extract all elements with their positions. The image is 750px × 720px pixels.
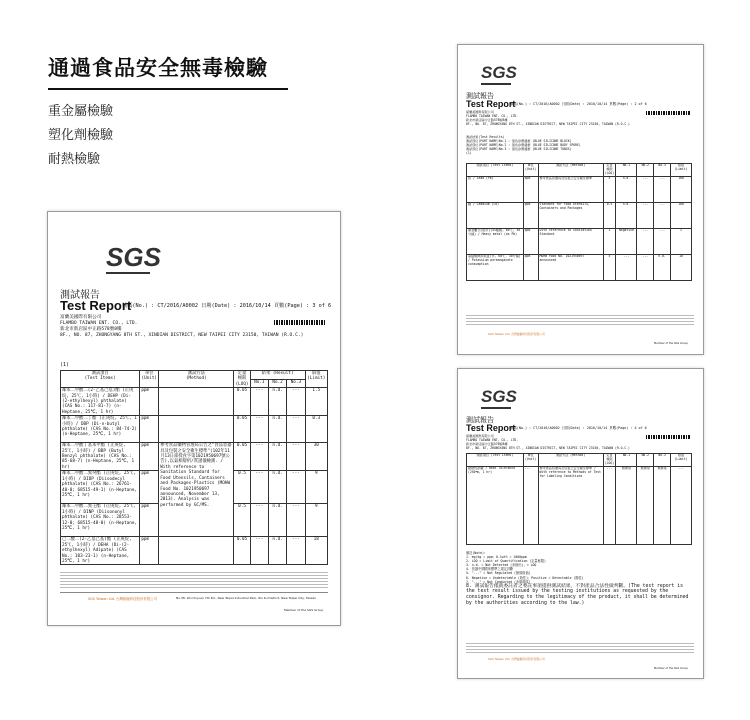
- row-item: 耐熱性試驗 / Heat Tolerance (250℃, 1 hr): [467, 466, 524, 544]
- footer-divider: [60, 592, 328, 593]
- row-result-1: ---: [250, 416, 268, 443]
- client-address-en: 8F., NO. 87, ZHONGYANG 8TH ST., XINDIAN DISTRICT, NEW TAIPEI CITY 23150, TAIWAN (R.O.C.): [466, 122, 630, 126]
- row-result-2: n.d.: [268, 504, 286, 537]
- row-result-1: n.d.: [616, 202, 637, 228]
- note-line: 6. Negative = Undetectable (陰性)；Positive = Detectable (陽性): [466, 575, 584, 580]
- row-limit: 18: [305, 537, 327, 565]
- footer-address: No.38, Wu Chyuan 7th Rd., New Taipei Industrial Park, Wu Ku District, New Taipei City, Taiwan: [176, 596, 317, 600]
- results-table: [60, 370, 328, 565]
- sgs-logo: SGS: [481, 63, 517, 82]
- note-line: 4. 依據中國國家標準之規定評斷: [466, 567, 514, 572]
- row-loq: 0.5: [234, 504, 250, 537]
- col-header-unit: 單位 (Unit): [523, 454, 538, 467]
- client-name-zh: 富蘭美國際有限公司: [60, 315, 102, 320]
- col-header-no1: No.1: [616, 164, 637, 177]
- col-header-no1: No.1: [250, 379, 268, 388]
- row-method: Standard for Food Utensils, Containers and Packages: [538, 202, 603, 228]
- row-result-3: ---: [287, 537, 305, 565]
- col-header-no3: No.3: [654, 454, 671, 467]
- row-item: 鄰苯二甲酸二異壬酯 (正庚烷, 25℃, 1小時) / DINP (Diisononyl phthalate) (CAS No.: 28553-12-0; 68515-48-0) (n-Heptane, 25℃, 1 hr): [61, 504, 140, 537]
- row-unit: ppm: [140, 443, 159, 471]
- row-loq: 0.05: [234, 443, 250, 471]
- footer-member: Member of the SGS Group: [654, 667, 688, 670]
- row-result-1: ---: [250, 537, 268, 565]
- row-result-2: n.d.: [268, 416, 286, 443]
- row-method: 參考食品容器具及包裝之安全衛生標準: [538, 176, 603, 202]
- table-row: [467, 228, 692, 254]
- test-item-heavy-metal: 重金屬檢驗: [48, 104, 114, 119]
- client-name-en: FLAMBO TAIWAN ENT. CO., LTD.: [60, 321, 138, 326]
- row-unit: ppm: [523, 254, 538, 280]
- footer-company: SGS Taiwan Ltd. 台灣檢驗科技股份有限公司: [488, 332, 545, 336]
- client-block: [466, 434, 630, 450]
- client-address-en: 8F., NO. 87, ZHONGYANG 8TH ST., XINDIAN DISTRICT, NEW TAIPEI CITY 23150, TAIWAN (R.O.C.): [60, 333, 304, 338]
- row-item: 鄰苯二甲酸二丁酯 (正庚烷, 25℃, 1小時) / DBP (Di-n-butyl phthalate) (CAS No.: 84-74-2) (n-Heptane, 25℃, 1 hr): [61, 416, 140, 443]
- fine-print: [60, 572, 328, 588]
- row-loq: 0.5: [603, 202, 616, 228]
- table-row: [467, 466, 692, 544]
- row-result-3: ---: [287, 504, 305, 537]
- col-header-limit: 限值 (Limit): [670, 454, 691, 467]
- row-result-3: n.d.: [654, 254, 671, 280]
- row-item: 高錳酸鉀消耗量(水, 60℃, 30分鐘) / Potassium permanganate consumption: [467, 254, 524, 280]
- row-unit: ppm: [523, 202, 538, 228]
- fine-print: [466, 315, 694, 327]
- row-method: [159, 416, 234, 443]
- barcode: [646, 111, 690, 115]
- row-item: 重金屬(以鉛計)(4%醋酸, 60℃, 30分鐘) / Heavy metal (as Pb): [467, 228, 524, 254]
- col-header-no2: No.2: [637, 454, 654, 467]
- barcode: [646, 435, 690, 439]
- note-line: 2. LOQ = Limit of Quantification (定量極限): [466, 559, 546, 564]
- row-unit: ppm: [140, 537, 159, 565]
- row-result-1: ---: [250, 388, 268, 416]
- note-line: 5. "---" = Not Regulated (無規格值): [466, 571, 531, 576]
- row-item: 鄰苯二甲酸丁基苯甲酯 (正庚烷, 25℃, 1小時) / BBP (Butyl Benzyl phthalate) (CAS No.: 85-68-7) (n-Heptane, 25℃, 1 hr): [61, 443, 140, 471]
- row-result-2: 無異常: [637, 466, 654, 544]
- row-limit: 9: [305, 471, 327, 504]
- row-result-1: Negative: [616, 228, 637, 254]
- table-row: [61, 443, 328, 471]
- notes-block: [466, 551, 694, 606]
- row-unit: ---: [523, 466, 538, 544]
- report-title-en: Test Report: [466, 99, 516, 109]
- heading-divider: [48, 88, 288, 90]
- col-header-method: 測試方法 (Method): [159, 371, 234, 388]
- client-block: [466, 110, 630, 126]
- row-unit: ppm: [140, 471, 159, 504]
- row-result-2: n.d.: [268, 537, 286, 565]
- row-method: 參考食品容器具及包裝之安全衛生標準 / With reference to Methods of Test for Labeling Conditions: [538, 466, 603, 544]
- note-line: 備註(Note):: [466, 551, 486, 555]
- row-item: 鄰苯二甲酸二(2-乙基己基)酯 (正庚烷, 25℃, 1小時) / DEHP (Di-(2-ethylhexyl) phthalate) (CAS No.: 117-81-7) (n-Heptane, 25℃, 1 hr): [61, 388, 140, 416]
- note-line: 3. n.d. = Not Detected (未檢出)；< LOQ: [466, 563, 537, 568]
- row-loq: 5: [603, 176, 616, 202]
- report-meta: 號碼(No.) : CT/2016/A0002 日期(Date) : 2016/10/14 頁數(Page) : 2 of 6: [510, 102, 647, 106]
- part-names: [466, 135, 581, 155]
- row-item: 鎘 / Cadmium (Cd): [467, 202, 524, 228]
- logo-underline: [106, 272, 150, 274]
- table-row: [61, 388, 328, 416]
- row-result-3: ---: [654, 176, 671, 202]
- part-name-1: 測試部位(PART NAME)No.1 : 黑色矽膠邊框 (BLUE SILICONE BLOCK): [466, 139, 572, 143]
- report-title-zh: 測試報告: [466, 92, 494, 100]
- row-item: 鉛 / Lead (Pb): [467, 176, 524, 202]
- row-result-1: ---: [250, 504, 268, 537]
- row-method: with reference to Sanitation Standard: [538, 228, 603, 254]
- report-title-zh: 測試報告: [60, 290, 100, 301]
- part-name-3: 測試部位(PART NAME)No.3 : 黑色矽膠邊框 (BLUE SILICONE TONGS): [466, 147, 572, 151]
- row-unit: ppm: [140, 388, 159, 416]
- row-result-2: n.d.: [268, 388, 286, 416]
- col-header-no3: No.3: [654, 164, 671, 177]
- client-block: [60, 315, 303, 339]
- row-item: 鄰苯二甲酸二異癸酯 (正庚烷, 25℃, 1小時) / DIDP (Diisodecyl phthalate) (CAS No.: 26761-40-0; 68515-49-1) (n-Heptane, 25℃, 1 hr): [61, 471, 140, 504]
- table-row: [467, 202, 692, 228]
- col-header-no2: No.2: [268, 379, 286, 388]
- row-unit: ppm: [140, 504, 159, 537]
- table-row: [61, 416, 328, 443]
- row-loq: ---: [603, 466, 616, 544]
- row-result-3: ---: [287, 471, 305, 504]
- col-header-method: 測試方法 (Method): [538, 454, 603, 467]
- col-header-method: 測試方法 (Method): [538, 164, 603, 177]
- client-address-zh: 新北市新店區中正路578號8樓: [60, 327, 122, 332]
- row-limit: 30: [305, 443, 327, 471]
- row-result-2: n.d.: [268, 443, 286, 471]
- results-table: [466, 453, 692, 545]
- col-header-limit: 限值 (Limit): [670, 164, 691, 177]
- client-name-en: FLAMBO TAIWAN ENT. CO., LTD.: [466, 438, 519, 442]
- row-result-3: ---: [287, 443, 305, 471]
- sgs-logo: SGS: [481, 387, 517, 406]
- report-meta: 號碼(No.) : CT/2016/A0002 日期(Date) : 2016/10/14 頁數(Page) : 3 of 6: [122, 303, 332, 309]
- col-header-result: 結果 (Result): [250, 371, 305, 380]
- page-heading: 通過食品安全無毒檢驗: [48, 56, 268, 80]
- table-row: [467, 176, 692, 202]
- footer-company: SGS Taiwan Ltd. 台灣檢驗科技股份有限公司: [88, 597, 157, 601]
- client-address-zh: 新北市新店區中正路578號8樓: [466, 118, 508, 122]
- row-limit: 10: [670, 254, 691, 280]
- section-label: (1): [60, 362, 70, 368]
- client-name-zh: 富蘭美國際有限公司: [466, 110, 494, 114]
- col-header-item: 測試項目 (Test Items): [61, 371, 140, 388]
- col-header-loq: 定量 極限 (LOQ): [235, 371, 249, 387]
- client-name-en: FLAMBO TAIWAN ENT. CO., LTD.: [466, 114, 519, 118]
- part-name-2: 測試部位(PART NAME)No.2 : 黑色矽膠邊框 (BLUE SILICONE BODY SPORE): [466, 143, 581, 147]
- col-header-item: 測試項目 (Test Items): [467, 164, 524, 177]
- row-limit: 100: [670, 202, 691, 228]
- test-item-plasticizer: 塑化劑檢驗: [48, 128, 114, 143]
- row-result-2: ---: [637, 228, 654, 254]
- col-header-no2: No.2: [637, 164, 654, 177]
- col-header-unit: 單位 (Unit): [140, 371, 159, 388]
- row-method: [159, 388, 234, 416]
- row-result-1: 無異常: [616, 466, 637, 544]
- row-loq: 0.05: [234, 537, 250, 565]
- row-loq: 5: [603, 254, 616, 280]
- report-page-bottom-right: [457, 368, 704, 679]
- row-result-3: ---: [287, 416, 305, 443]
- row-result-1: ---: [250, 471, 268, 504]
- test-list: [48, 100, 113, 172]
- footer-member: Member of the SGS Group: [284, 608, 324, 612]
- col-header-unit: 單位 (Unit): [523, 164, 538, 177]
- row-method: [159, 537, 234, 565]
- col-header-no1: No.1: [616, 454, 637, 467]
- col-header-item: 測試項目 (Test Items): [467, 454, 524, 467]
- row-limit: 0.3: [305, 416, 327, 443]
- results-table: [466, 163, 692, 281]
- row-result-2: ---: [637, 202, 654, 228]
- row-result-1: ---: [616, 254, 637, 280]
- logo-underline: [481, 407, 511, 409]
- row-method: MOHW Food No. 1021950697 announced: [538, 254, 603, 280]
- row-loq: 0.05: [234, 388, 250, 416]
- row-result-2: ---: [637, 254, 654, 280]
- row-result-3: ---: [287, 388, 305, 416]
- report-page-top-right: [457, 44, 704, 355]
- col-header-no3: No.3: [287, 379, 305, 388]
- note-line: 1. mg/kg = ppm；0.1wt% = 1000ppm: [466, 555, 527, 560]
- row-result-1: n.d.: [616, 176, 637, 202]
- logo-underline: [481, 83, 511, 85]
- footer-company: SGS Taiwan Ltd. 台灣檢驗科技股份有限公司: [488, 657, 545, 661]
- report-title-en: Test Report: [60, 298, 132, 313]
- row-unit: ppm: [523, 228, 538, 254]
- table-row: [467, 254, 692, 280]
- row-loq: 0.05: [234, 416, 250, 443]
- test-results-label: 測試結果(Test Results): [466, 135, 505, 139]
- sgs-logo: SGS: [106, 242, 161, 272]
- row-result-2: ---: [637, 176, 654, 202]
- section-label: (1): [466, 151, 472, 155]
- row-loq: 1: [603, 228, 616, 254]
- row-limit: 1.5: [305, 388, 327, 416]
- client-name-zh: 富蘭美國際有限公司: [466, 434, 494, 438]
- col-header-limit: 限值 (Limit): [305, 371, 327, 388]
- table-row: [61, 537, 328, 565]
- row-result-2: n.d.: [268, 471, 286, 504]
- report-title-zh: 測試報告: [466, 416, 494, 424]
- footer-member: Member of the SGS Group: [654, 342, 688, 345]
- client-address-zh: 新北市新店區中正路578號8樓: [466, 442, 508, 446]
- row-result-3: 無異常: [654, 466, 671, 544]
- row-unit: ppm: [140, 416, 159, 443]
- client-address-en: 8F., NO. 87, ZHONGYANG 8TH ST., XINDIAN DISTRICT, NEW TAIPEI CITY 23150, TAIWAN (R.O.C.): [466, 446, 630, 450]
- report-meta: 號碼(No.) : CT/2016/A0002 日期(Date) : 2016/10/14 頁數(Page) : 4 of 6: [510, 426, 647, 430]
- row-item: 己二酸二(2-乙基己基)酯 (正庚烷, 25℃, 1小時) / DEHA (Di-(2-ethylhexyl) Adipate) (CAS No.: 103-23-1) (n-Heptane, 25℃, 1 hr): [61, 537, 140, 565]
- col-header-loq: 定量 極限 (LOQ): [604, 453, 615, 465]
- row-limit: 9: [305, 504, 327, 537]
- row-loq: 0.5: [234, 471, 250, 504]
- row-result-3: ---: [654, 228, 671, 254]
- row-limit: 1: [670, 228, 691, 254]
- report-page-large: [47, 211, 341, 626]
- row-unit: ppm: [523, 176, 538, 202]
- fine-print: [466, 643, 694, 653]
- row-result-3: ---: [654, 202, 671, 228]
- note-line: 7. "---" = Not Conducted (未做測試): [466, 579, 531, 584]
- col-header-loq: 定量 極限 (LOQ): [604, 163, 615, 175]
- barcode: [274, 320, 326, 325]
- row-method-shared: 參考食品藥物管理局公告之"食品容器具及包裝之安全衛生標準"(102年11月13日部授食字第1021950697號公告),以氣相層析/質譜儀檢測. / With reference to Sanitation Standard for Food Utensils, Containers and Packages-Plastics (MOHW Food No. 1021950697 announced, November 13, 2013). Analysis was performed by GC/MS.: [159, 443, 234, 537]
- row-limit: ---: [670, 466, 691, 544]
- test-item-heat: 耐熱檢驗: [48, 152, 101, 167]
- note-legitimacy: 8. 測試報告僅就委託者之委託事項提供測試結果，不對產品合法性做判斷。(The test report is the test result issued by the testing institutions as requested by the consignor. Regarding to the legitimacy of the product, it shall be determined by the authorities according to the law.): [466, 583, 689, 606]
- row-result-1: ---: [250, 443, 268, 471]
- report-title-en: Test Report: [466, 423, 516, 433]
- row-limit: 100: [670, 176, 691, 202]
